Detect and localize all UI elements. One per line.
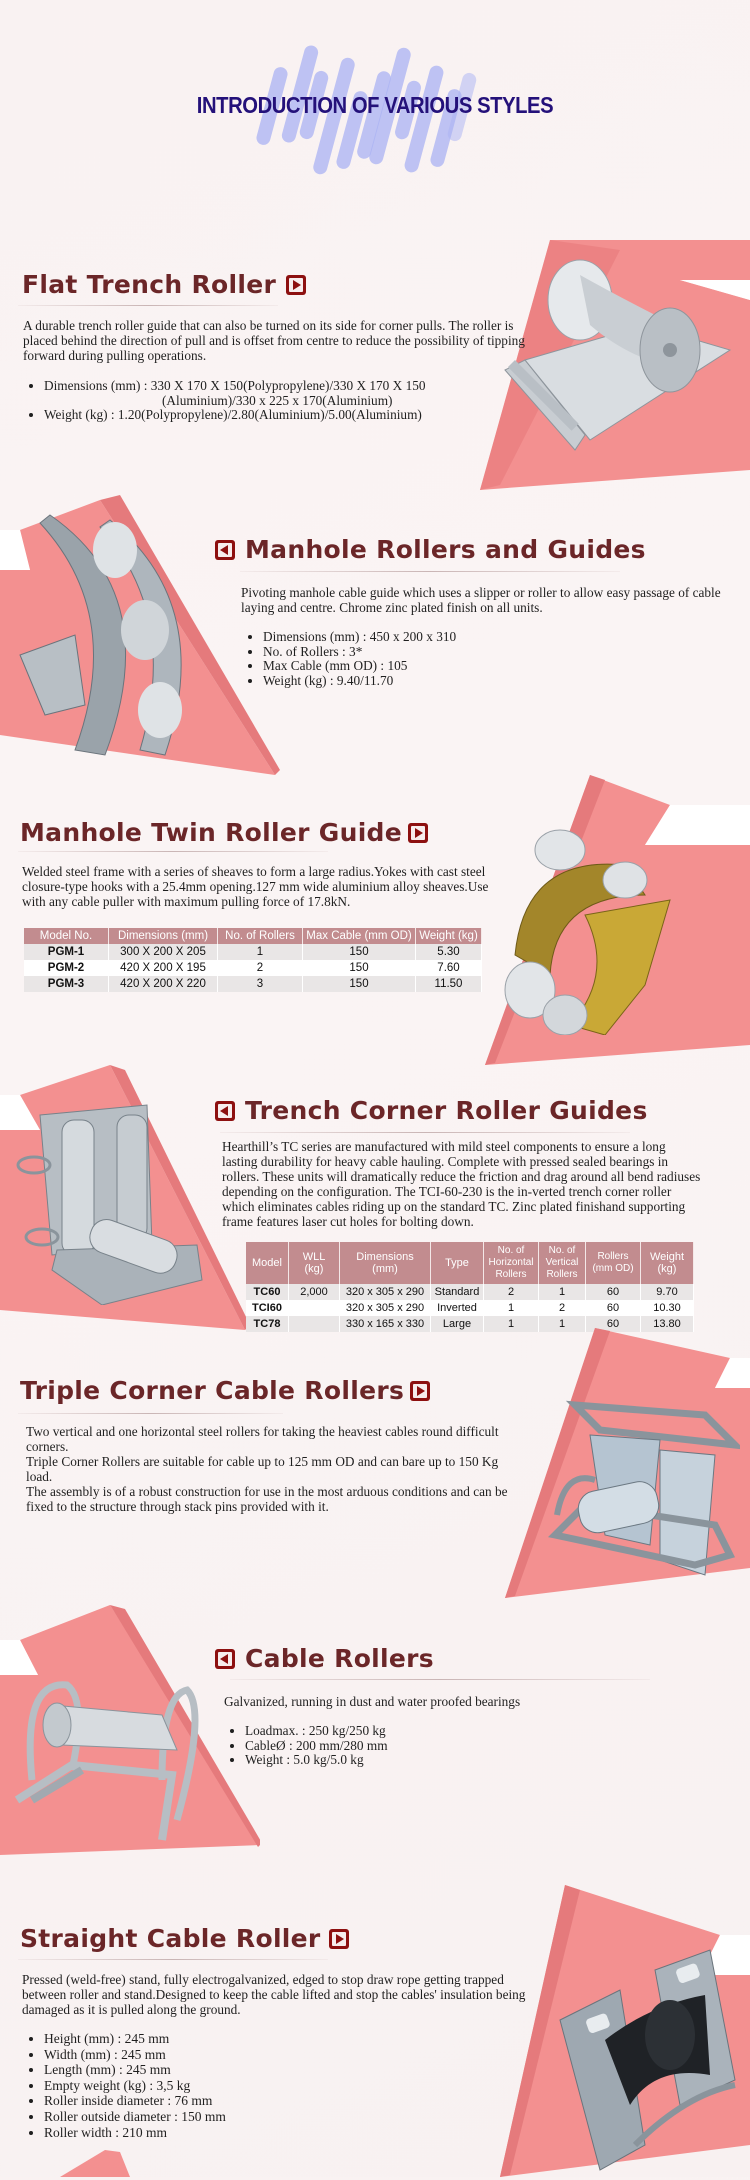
spec-list — [24, 379, 564, 423]
spec-item: • Loadmax. : 250 kg/250 kg — [245, 1724, 645, 1739]
divider — [18, 305, 278, 306]
spec-item: • Length (mm) : 245 mm — [44, 2062, 444, 2078]
spec-item: • Weight (kg) : 9.40/11.70 — [263, 674, 663, 689]
spec-item: • Roller inside diameter : 76 mm — [44, 2093, 444, 2109]
section-description: Welded steel frame with a series of sheaves to form a large radius.Yokes with cast steel closure-type hooks with a 25.4mm opening.127 mm wide aluminium alloy sheaves.Use with any cable puller with maximum pulling force of 17.8kN. — [22, 864, 489, 909]
section-description: Galvanized, running in dust and water proofed bearings — [224, 1694, 521, 1709]
triple-corner-roller-image — [545, 1385, 740, 1595]
spec-table-trench-corner — [246, 1242, 694, 1332]
play-left-icon[interactable] — [215, 540, 235, 560]
section-heading-triple-corner: Triple Corner Cable Rollers — [20, 1376, 430, 1405]
decorative-triangle — [60, 2150, 130, 2177]
section-heading-manhole-rollers: Manhole Rollers and Guides — [215, 535, 646, 564]
table-row: PGM-3 420 X 200 X 220 3 150 11.50 — [24, 976, 482, 992]
divider — [18, 1959, 328, 1960]
table-header-row: Model WLL (kg) Dimensions (mm) Type No. of Horizontal Rollers No. of Vertical Rollers Rollers (mm OD) Weight (kg) — [246, 1242, 694, 1284]
spec-item: • Dimensions (mm) : 330 X 170 X 150(Polypropylene)/330 X 170 X 150 (Aluminium)/330 x 225 x 170(Aluminium) — [44, 379, 564, 408]
spec-item: • Max Cable (mm OD) : 105 — [263, 659, 663, 674]
divider — [18, 851, 328, 852]
table-header-row: Model No. Dimensions (mm) No. of Rollers Max Cable (mm OD) Weight (kg) — [24, 928, 482, 944]
play-left-icon[interactable] — [215, 1101, 235, 1121]
play-right-icon[interactable] — [286, 275, 306, 295]
table-row: PGM-2 420 X 200 X 195 2 150 7.60 — [24, 960, 482, 976]
cable-roller-image — [12, 1670, 207, 1855]
section-description: Pivoting manhole cable guide which uses a slipper or roller to allow easy passage of cable laying and centre. Chrome zinc plated finish on all units. — [241, 585, 721, 615]
straight-cable-roller-image — [545, 1945, 745, 2180]
spec-item: • Empty weight (kg) : 3,5 kg — [44, 2078, 444, 2094]
table-row: PGM-1 300 X 200 X 205 1 150 5.30 — [24, 944, 482, 960]
play-right-icon[interactable] — [329, 1929, 349, 1949]
section-description: Pressed (weld-free) stand, fully electrogalvanized, edged to stop draw rope getting trapped between roller and stand.Designed to keep the cable lifted and stop the cables' insulation being damaged as it is pulled along the ground. — [22, 1972, 526, 2017]
section-heading-cable-rollers: Cable Rollers — [215, 1644, 434, 1673]
spec-item: • CableØ : 200 mm/280 mm — [245, 1739, 645, 1754]
play-right-icon[interactable] — [410, 1381, 430, 1401]
play-right-icon[interactable] — [408, 823, 428, 843]
section-heading-flat-trench-roller: Flat Trench Roller — [22, 270, 306, 299]
page-header — [0, 40, 750, 180]
table-row: TCI60 320 x 305 x 290 Inverted 1 2 60 10.30 — [246, 1300, 694, 1316]
trench-corner-roller-image — [12, 1095, 212, 1310]
divider — [18, 1413, 283, 1414]
manhole-twin-roller-image — [495, 825, 695, 1040]
section-heading-straight-cable-roller: Straight Cable Roller — [20, 1924, 349, 1953]
spec-item: • Height (mm) : 245 mm — [44, 2031, 444, 2047]
section-description: Hearthill’s TC series are manufactured with mild steel components to ensure a long lasting durability for heavy cable hauling. Complete with pressed sealed bearings in rollers. These units will dramatically reduce the friction and drag around all bend radiuses depending on the configuration. The TCI-60-230 is the in-verted trench corner roller which eliminates cables riding up on the standard TC. Zinc plated finishand supporting frame features laser cut holes for bolting down. — [222, 1139, 701, 1229]
divider — [240, 571, 620, 572]
spec-item: • Roller outside diameter : 150 mm — [44, 2109, 444, 2125]
section-heading-manhole-twin-roller: Manhole Twin Roller Guide — [20, 818, 428, 847]
spec-list — [243, 630, 663, 688]
section-description: A durable trench roller guide that can also be turned on its side for corner pulls. The roller is placed behind the direction of pull and is offset from centre to reduce the possibility of tipping forward during pulling operations. — [23, 318, 525, 363]
divider — [230, 1679, 650, 1680]
section-heading-trench-corner: Trench Corner Roller Guides — [215, 1096, 648, 1125]
spec-list — [225, 1724, 645, 1768]
section-description: Two vertical and one horizontal steel rollers for taking the heaviest cables round difficult corners. Triple Corner Rollers are suitable for cable up to 125 mm OD and can bare up to 150 Kg load. The assembly is of a robust construction for use in the most arduous conditions and can be fixed to the structure through stack pins provided with it. — [26, 1424, 508, 1514]
spec-table-manhole-twin — [24, 928, 482, 992]
spec-item: • Weight (kg) : 1.20(Polypropylene)/2.80(Aluminium)/5.00(Aluminium) — [44, 408, 564, 423]
table-row: TC78 330 x 165 x 330 Large 1 1 60 13.80 — [246, 1316, 694, 1332]
manhole-rollers-image — [15, 505, 215, 765]
spec-item: • Weight : 5.0 kg/5.0 kg — [245, 1753, 645, 1768]
page-title: INTRODUCTION OF VARIOUS STYLES — [196, 92, 554, 118]
spec-list — [24, 2031, 444, 2140]
play-left-icon[interactable] — [215, 1649, 235, 1669]
spec-item: • Width (mm) : 245 mm — [44, 2047, 444, 2063]
divider — [220, 1132, 630, 1133]
spec-item: • No. of Rollers : 3* — [263, 645, 663, 660]
table-row: TC60 2,000 320 x 305 x 290 Standard 2 1 60 9.70 — [246, 1284, 694, 1300]
spec-item: • Roller width : 210 mm — [44, 2125, 444, 2141]
spec-item: • Dimensions (mm) : 450 x 200 x 310 — [263, 630, 663, 645]
